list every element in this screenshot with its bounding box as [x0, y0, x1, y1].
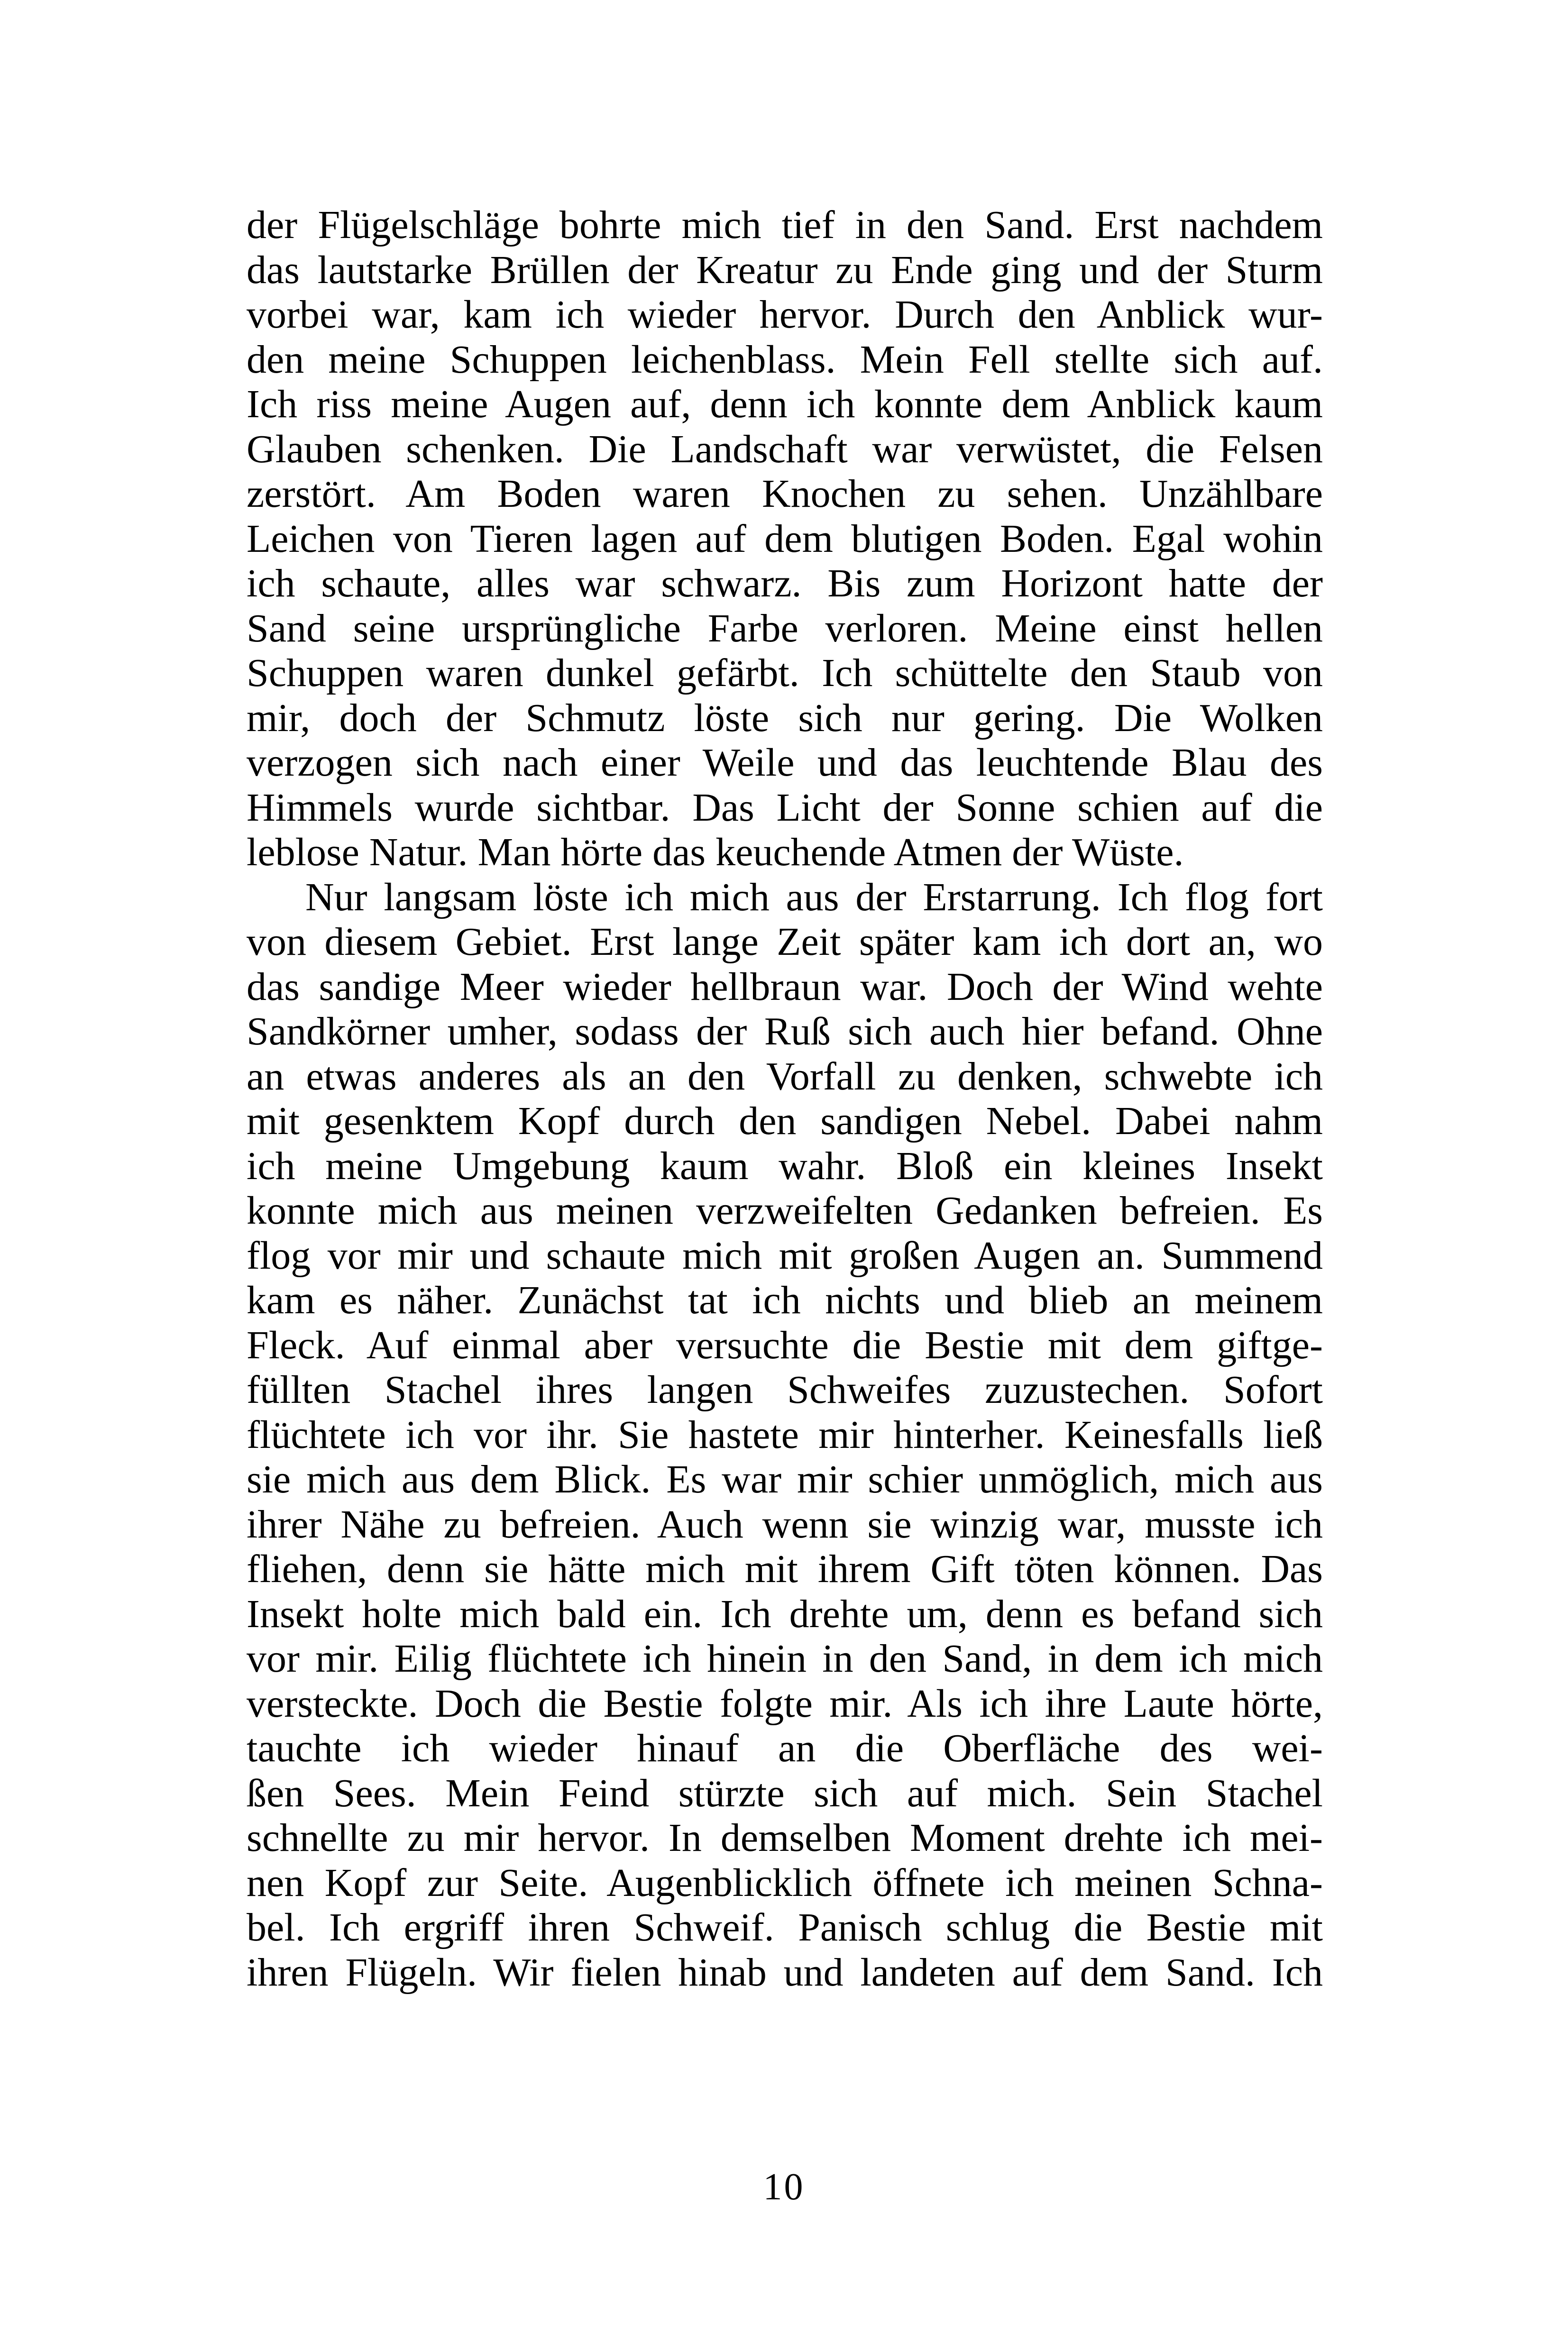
- paragraph-1: [247, 203, 1323, 875]
- text-line: verzogen sich nach einer Weile und das leuchtende Blau des: [247, 741, 1323, 785]
- text-line: bel. Ich ergriff ihren Schweif. Panisch schlug die Bestie mit: [247, 1905, 1323, 1949]
- text-line: Sand seine ursprüngliche Farbe verloren. Meine einst hellen: [247, 606, 1323, 650]
- text-line: vorbei war, kam ich wieder hervor. Durch den Anblick wur-: [247, 293, 1323, 337]
- text-line: kam es näher. Zunächst tat ich nichts und blieb an meinem: [247, 1278, 1323, 1322]
- text-line: mit gesenktem Kopf durch den sandigen Nebel. Dabei nahm: [247, 1099, 1323, 1143]
- text-line: ich meine Umgebung kaum wahr. Bloß ein kleines Insekt: [247, 1144, 1323, 1188]
- text-line: sie mich aus dem Blick. Es war mir schier unmöglich, mich aus: [247, 1457, 1323, 1501]
- text-line: flog vor mir und schaute mich mit großen Augen an. Summend: [247, 1233, 1323, 1278]
- text-line: Ich riss meine Augen auf, denn ich konnte dem Anblick kaum: [247, 382, 1323, 426]
- text-line: konnte mich aus meinen verzweifelten Gedanken befreien. Es: [247, 1189, 1323, 1233]
- text-line: zerstört. Am Boden waren Knochen zu sehen. Unzählbare: [247, 472, 1323, 516]
- text-line: tauchte ich wieder hinauf an die Oberfläche des wei-: [247, 1726, 1323, 1770]
- paragraph-2: [247, 875, 1323, 1995]
- text-line: Glauben schenken. Die Landschaft war verwüstet, die Felsen: [247, 427, 1323, 471]
- text-line: von diesem Gebiet. Erst lange Zeit später kam ich dort an, wo: [247, 920, 1323, 964]
- text-line: ich schaute, alles war schwarz. Bis zum Horizont hatte der: [247, 561, 1323, 605]
- text-line: ihren Flügeln. Wir fielen hinab und landeten auf dem Sand. Ich: [247, 1950, 1323, 1995]
- text-line: Nur langsam löste ich mich aus der Erstarrung. Ich flog fort: [305, 875, 1323, 919]
- text-line: ihrer Nähe zu befreien. Auch wenn sie winzig war, musste ich: [247, 1502, 1323, 1547]
- text-line: füllten Stachel ihres langen Schweifes zuzustechen. Sofort: [247, 1368, 1323, 1412]
- text-line: mir, doch der Schmutz löste sich nur gering. Die Wolken: [247, 696, 1323, 740]
- text-line: nen Kopf zur Seite. Augenblicklich öffnete ich meinen Schna-: [247, 1860, 1323, 1905]
- body-text: [247, 203, 1323, 1995]
- text-line: Fleck. Auf einmal aber versuchte die Bestie mit dem giftge-: [247, 1323, 1323, 1367]
- page-number: 10: [763, 2166, 805, 2208]
- text-line: Himmels wurde sichtbar. Das Licht der Sonne schien auf die: [247, 785, 1323, 830]
- text-line: vor mir. Eilig flüchtete ich hinein in den Sand, in dem ich mich: [247, 1637, 1323, 1681]
- text-line: Sandkörner umher, sodass der Ruß sich auch hier befand. Ohne: [247, 1009, 1323, 1053]
- text-line: Schuppen waren dunkel gefärbt. Ich schüttelte den Staub von: [247, 651, 1323, 695]
- text-line: fliehen, denn sie hätte mich mit ihrem Gift töten können. Das: [247, 1547, 1323, 1591]
- text-line: an etwas anderes als an den Vorfall zu denken, schwebte ich: [247, 1054, 1323, 1098]
- text-line: der Flügelschläge bohrte mich tief in den Sand. Erst nachdem: [247, 203, 1323, 247]
- text-line: leblose Natur. Man hörte das keuchende Atmen der Wüste.: [247, 830, 1184, 874]
- text-line: ßen Sees. Mein Feind stürzte sich auf mich. Sein Stachel: [247, 1771, 1323, 1815]
- text-line: das lautstarke Brüllen der Kreatur zu Ende ging und der Sturm: [247, 247, 1323, 292]
- text-line: Insekt holte mich bald ein. Ich drehte um, denn es befand sich: [247, 1592, 1323, 1636]
- text-line: Leichen von Tieren lagen auf dem blutigen Boden. Egal wohin: [247, 516, 1323, 561]
- text-line: flüchtete ich vor ihr. Sie hastete mir hinterher. Keinesfalls ließ: [247, 1412, 1323, 1457]
- text-line: den meine Schuppen leichenblass. Mein Fell stellte sich auf.: [247, 337, 1323, 382]
- text-line: das sandige Meer wieder hellbraun war. Doch der Wind wehte: [247, 964, 1323, 1009]
- text-line: versteckte. Doch die Bestie folgte mir. Als ich ihre Laute hörte,: [247, 1681, 1323, 1726]
- text-line: schnellte zu mir hervor. In demselben Moment drehte ich mei-: [247, 1816, 1323, 1860]
